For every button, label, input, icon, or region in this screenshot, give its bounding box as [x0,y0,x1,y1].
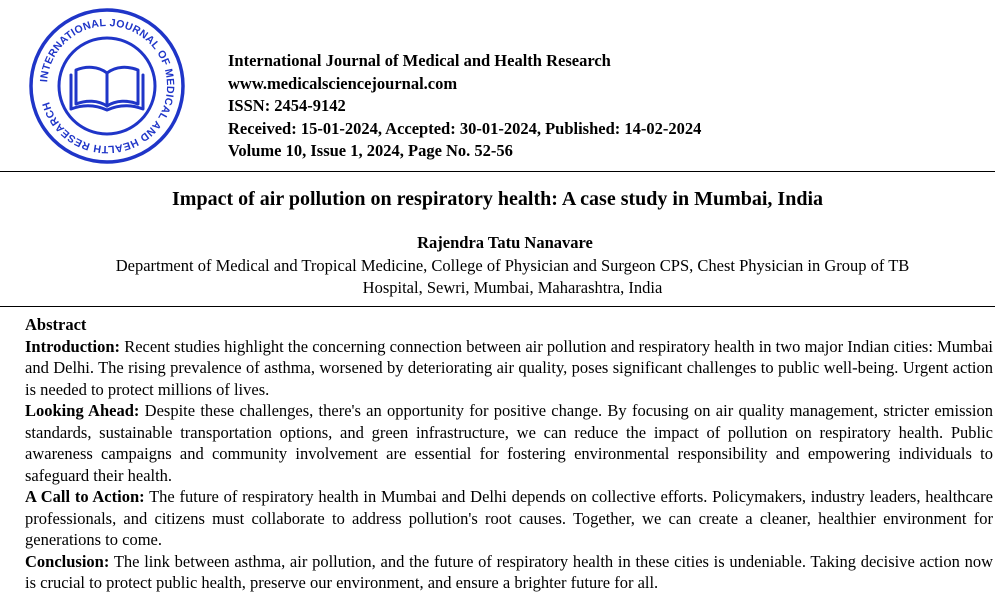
abstract-paragraph-looking-ahead [25,400,993,486]
author-affiliation [30,255,995,299]
author-name: Rajendra Tatu Nanavare [417,233,593,252]
journal-website: www.medicalsciencejournal.com [228,73,458,93]
open-book-icon [71,67,143,110]
abstract-text: The future of respiratory health in Mumbai and Delhi depends on collective efforts. Policymakers, industry leaders, healthcare professionals, and citizens must collaborate to address pollution's root causes. Together, we can create a cleaner, healthier environment for generations to come. [25,487,993,549]
abstract-text: Recent studies highlight the concerning connection between air pollution and respiratory health in two major Indian cities: Mumbai and Delhi. The rising prevalence of asthma, worsened by deteriorating air quality, poses significant challenges to public well-being. Urgent action is needed to protect millions of lives. [25,336,994,399]
affiliation-line-2: Hospital, Sewri, Mumbai, Maharashtra, India [362,278,663,297]
abstract-text: The link between asthma, air pollution, and the future of respiratory health in these cities is undeniable. Taking decisive action now is crucial to protect public health, preserve our environment, and ensure a brighter future for all. [25,551,993,592]
affiliation-line-1: Department of Medical and Tropical Medicine, College of Physician and Surgeon CPS, Chest Physician in Group of TB [115,256,910,275]
logo-ring-text: INTERNATIONAL JOURNAL OF MEDICAL AND HEALTH RESEARCH [38,16,177,156]
abstract-paragraph-conclusion [25,551,993,594]
abstract-label: Conclusion: [25,551,110,571]
abstract-label: Introduction: [25,336,121,356]
abstract-divider [0,306,995,307]
article-title: Impact of air pollution on respiratory health: A case study in Mumbai, India [172,188,823,210]
journal-header [0,0,995,172]
abstract-label: Looking Ahead: [25,401,140,420]
journal-logo [24,8,190,164]
header-divider [0,171,995,172]
abstract-paragraph-call-to-action [25,486,993,551]
abstract-heading: Abstract [25,315,87,334]
journal-name: International Journal of Medical and Health Research [228,51,611,70]
abstract-paragraph-introduction [25,336,993,401]
journal-issn: ISSN: 2454-9142 [228,96,346,115]
abstract-label: A Call to Action: [25,487,145,506]
abstract [25,314,993,594]
volume-issue: Volume 10, Issue 1, 2024, Page No. 52-56 [228,141,513,160]
abstract-text: Despite these challenges, there's an opportunity for positive change. By focusing on air quality management, stricter emission standards, sustainable transportation options, and green infrastructure, we can reduce the impact of pollution on respiratory health. Public awareness campaigns and community involvement are essential for fostering environmental responsibility and empowering individuals to safeguard their health. [25,401,994,485]
publication-dates: Received: 15-01-2024, Accepted: 30-01-2024, Published: 14-02-2024 [228,118,702,138]
journal-info [228,50,701,163]
